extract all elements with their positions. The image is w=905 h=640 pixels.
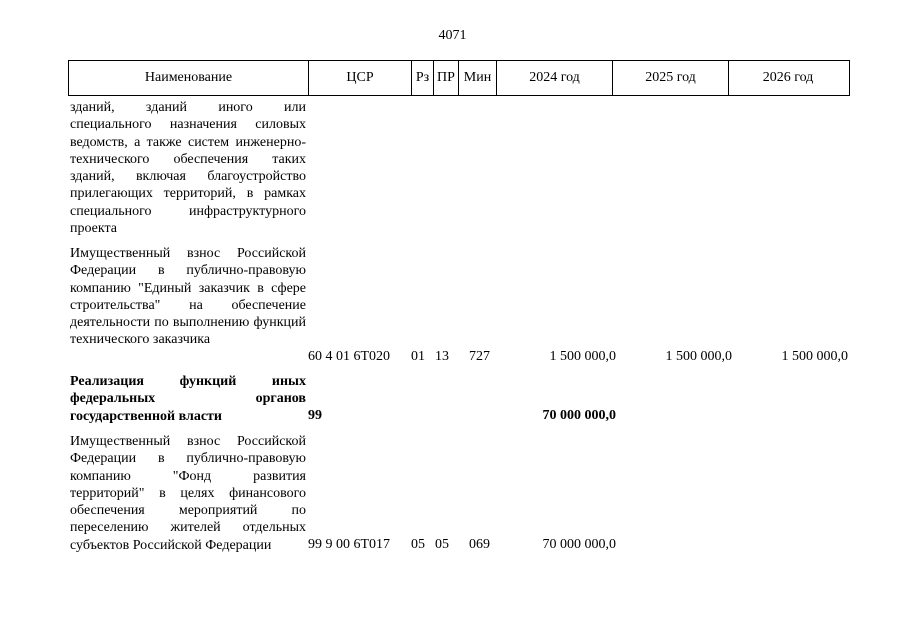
row-unified-customer-2025: 1 500 000,0 <box>665 349 732 364</box>
row-unified-customer-rz: 01 <box>411 349 425 364</box>
header-pr: ПР <box>434 61 459 95</box>
row-unified-customer-2024: 1 500 000,0 <box>549 349 616 364</box>
row-federal-organs-csr: 99 <box>308 408 322 423</box>
row-continuation-name: зданий, зданий иного или специального назначения силовых ведомств, а также систем инженерно-технического обеспечения таких зданий, включая благоустройство прилегающих территорий, в рамках специального инфраструктурного проекта <box>70 100 306 237</box>
row-territory-fund-min: 069 <box>469 537 490 552</box>
row-territory-fund-2024: 70 000 000,0 <box>542 537 616 552</box>
row-unified-customer-min: 727 <box>469 349 490 364</box>
row-unified-customer-csr: 60 4 01 6Т020 <box>308 349 391 364</box>
header-name: Наименование <box>69 61 309 95</box>
row-federal-organs-2024: 70 000 000,0 <box>542 408 616 423</box>
row-federal-organs-name: Реализация функций иных федеральных органов государственной власти <box>70 374 306 424</box>
row-territory-fund-name: Имущественный взнос Российской Федерации в публично-правовую компанию "Фонд развития территорий" в целях финансового обеспечения мероприятий по переселению жителей отдельных субъектов Российской Федерации <box>70 434 306 553</box>
header-2025: 2025 год <box>613 61 729 95</box>
header-rz: Рз <box>412 61 434 95</box>
row-territory-fund-rz: 05 <box>411 537 425 552</box>
row-territory-fund-pr: 05 <box>435 537 449 552</box>
row-unified-customer-name: Имущественный взнос Российской Федерации в публично-правовую компанию "Единый заказчик в сфере строительства" на обеспечение деятельности по выполнению функций технического заказчика <box>70 246 306 348</box>
table-header <box>68 60 850 96</box>
page-number: 4071 <box>438 28 467 43</box>
row-unified-customer-pr: 13 <box>435 349 449 364</box>
header-2026: 2026 год <box>762 70 814 85</box>
header-csr: ЦСР <box>309 61 412 95</box>
header-min: Мин <box>459 61 497 95</box>
header-2024: 2024 год <box>497 61 613 95</box>
row-unified-customer-2026: 1 500 000,0 <box>781 349 848 364</box>
row-territory-fund-csr: 99 9 00 6Т017 <box>308 537 391 552</box>
